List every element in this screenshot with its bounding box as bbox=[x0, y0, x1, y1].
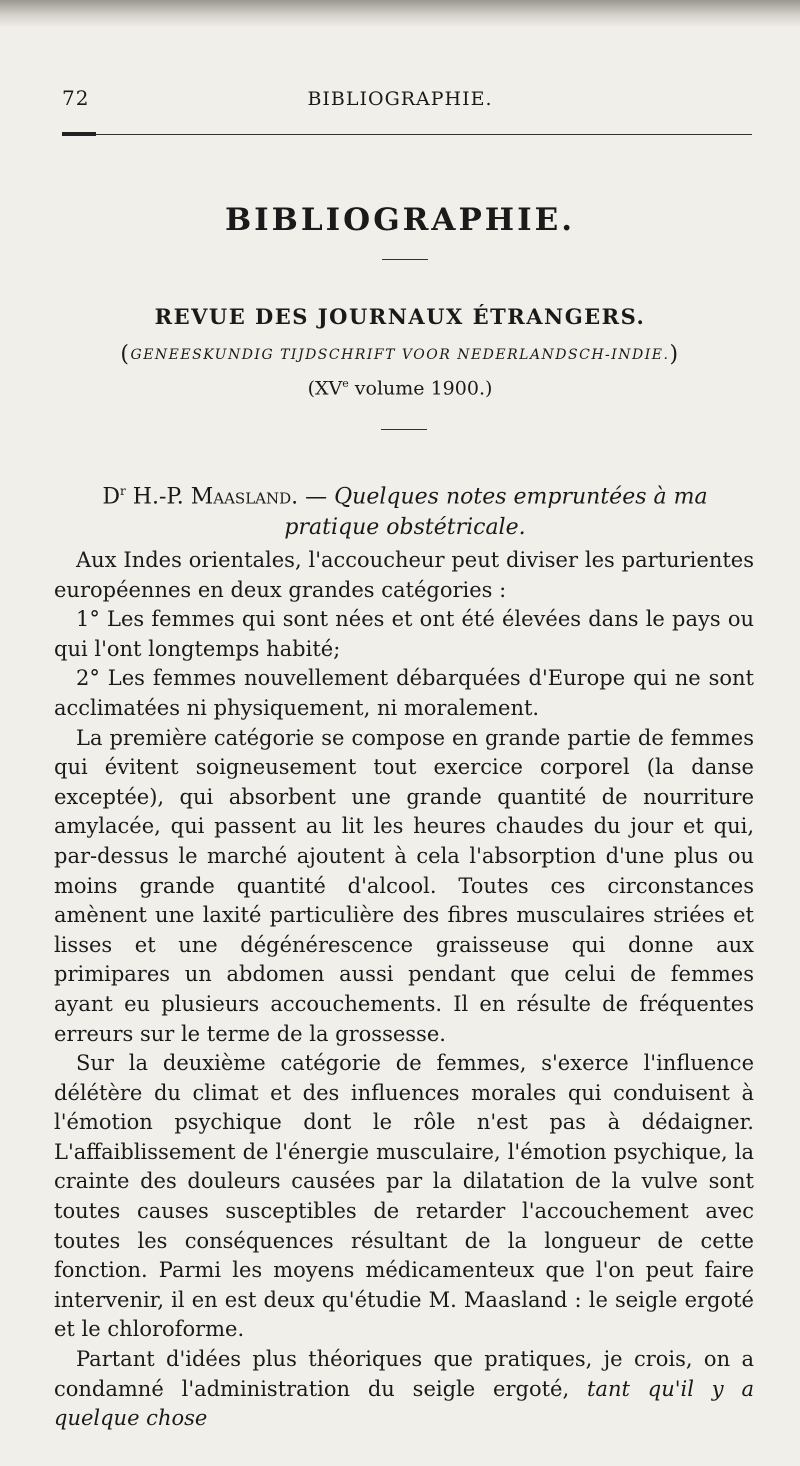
running-header bbox=[62, 86, 738, 118]
volume-prefix: (XV bbox=[307, 377, 343, 400]
paragraph-3: 2° Les femmes nouvellement débarquées d'Europe qui ne sont acclimatées ni physiquement, ni moralement. bbox=[54, 666, 754, 720]
section-title: REVUE DES JOURNAUX ÉTRANGERS. bbox=[154, 304, 646, 329]
open-paren: ( bbox=[120, 342, 131, 367]
paragraph-6-italic: tant qu'il y a quelque chose bbox=[54, 1376, 754, 1431]
author-prefix: D bbox=[102, 484, 121, 510]
author-sup: r bbox=[120, 484, 126, 498]
title-divider bbox=[382, 259, 428, 260]
volume-line bbox=[0, 377, 800, 399]
paragraph-2: 1° Les femmes qui sont nées et ont été élevées dans le pays ou qui l'ont longtemps habité; bbox=[54, 607, 754, 661]
paragraph-1: Aux Indes orientales, l'accoucheur peut diviser les parturientes européennes en deux grandes catégories : bbox=[54, 548, 754, 602]
article-title: Quelques notes empruntées à ma pratique obstétricale. bbox=[284, 484, 708, 541]
article-heading bbox=[60, 476, 750, 543]
volume-rest: volume 1900.) bbox=[348, 377, 493, 400]
author-name: Maasland. bbox=[190, 484, 299, 510]
journal-name bbox=[0, 342, 800, 367]
author-initials: H.-P. bbox=[125, 484, 191, 510]
volume-sup: e bbox=[342, 377, 349, 390]
page-title: BIBLIOGRAPHIE. bbox=[224, 202, 576, 238]
page-number: 72 bbox=[62, 86, 90, 110]
journal-title: GENEESKUNDIG TIJDSCHRIFT VOOR NEDERLANDSCH-INDIE. bbox=[130, 347, 670, 363]
header-rule bbox=[62, 134, 752, 135]
article-body bbox=[54, 546, 754, 1434]
paragraph-5: Sur la deuxième catégorie de femmes, s'exerce l'influence délétère du climat et des influences morales qui conduisent à l'émotion psychique dont le rôle n'est pas à dédaigner. L'affaiblissement de l'énergie musculaire, l'émotion psychique, la crainte des douleurs causées par la dilatation de la vulve sont toutes causes susceptibles de retarder l'accouchement avec toutes les conséquences résultant de la longueur de cette fonction. Parmi les moyens médicamenteux que l'on peut faire intervenir, il en est deux qu'étudie M. Maasland : le seigle ergoté et le chloroforme. bbox=[54, 1051, 754, 1342]
paragraph-6-text: Partant d'idées plus théoriques que pratiques, je crois, on a condamné l'administration du seigle ergoté, bbox=[54, 1347, 754, 1401]
running-title: BIBLIOGRAPHIE. bbox=[307, 88, 493, 110]
close-paren: ) bbox=[669, 342, 680, 367]
section-divider bbox=[381, 429, 427, 430]
header-rule-mark bbox=[62, 132, 96, 136]
paragraph-4: La première catégorie se compose en grande partie de femmes qui évitent soigneusement tout exercice corporel (la danse exceptée), qui absorbent une grande quantité de nourriture amylacée, qui passent au lit les heures chaudes du jour et qui, par-dessus le marché ajoutent à cela l'absorption d'une plus ou moins grande quantité d'alcool. Toutes ces circonstances amènent une laxité particulière des fibres musculaires striées et lisses et une dégénérescence graisseuse qui donne aux primipares un abdomen aussi pendant que celui de femmes ayant eu plusieurs accouchements. Il en résulte de fréquentes erreurs sur le terme de la grossesse. bbox=[54, 725, 754, 1046]
title-dash: — bbox=[298, 484, 335, 510]
paragraph-6 bbox=[54, 1345, 754, 1434]
